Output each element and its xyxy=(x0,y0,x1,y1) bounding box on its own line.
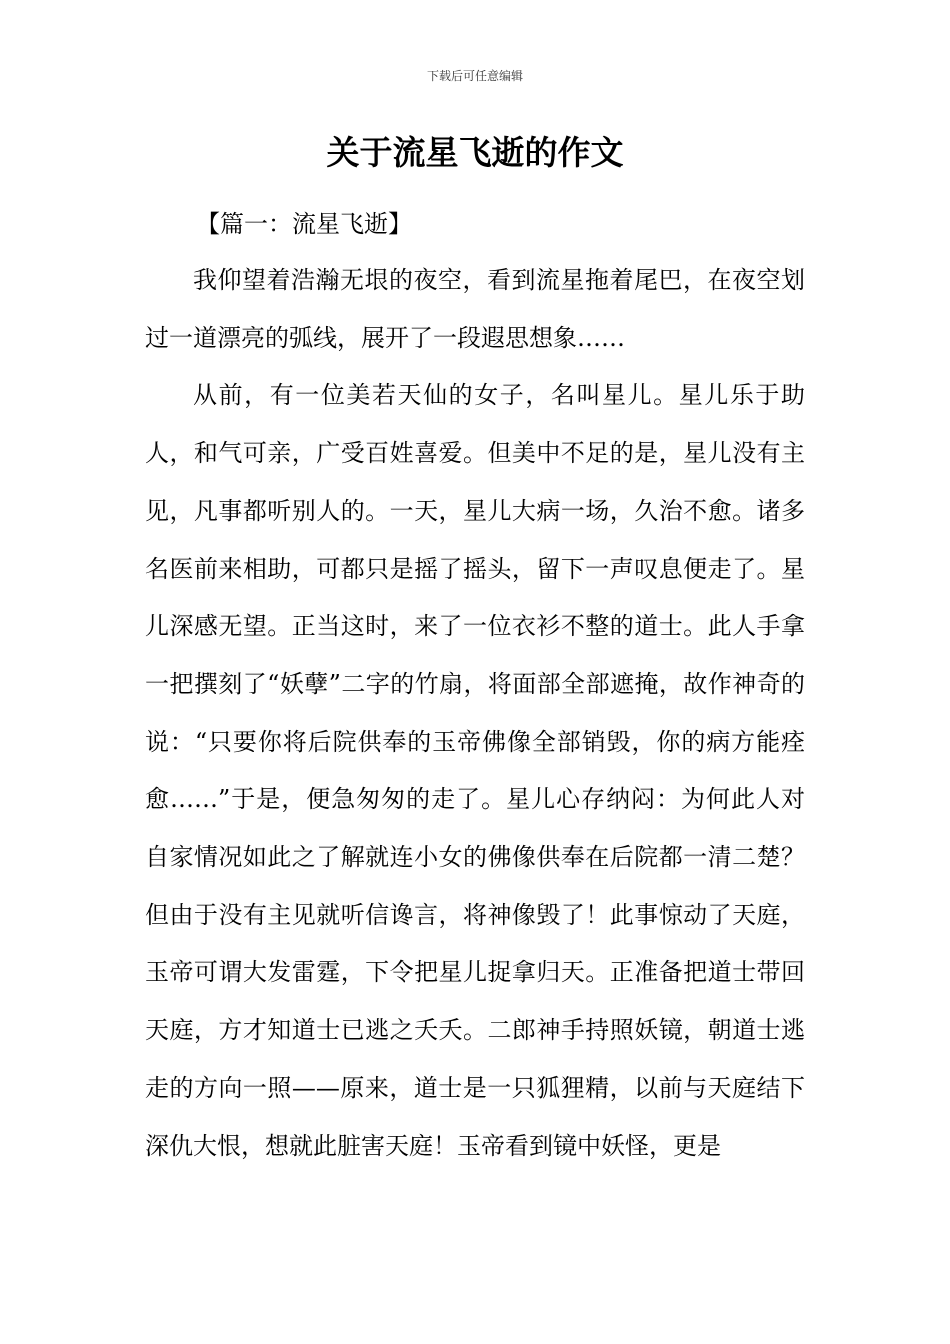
paragraph-2: 从前，有一位美若天仙的女子，名叫星儿。星儿乐于助人，和气可亲，广受百姓喜爱。但美中不足的是，星儿没有主见，凡事都听别人的。一天，星儿大病一场，久治不愈。诸多名医前来相助，可都只是摇了摇头，留下一声叹息便走了。星儿深感无望。正当这时，来了一位衣衫不整的道士。此人手拿一把撰刻了“妖孽”二字的竹扇，将面部全部遮掩，故作神奇的说：“只要你将后院供奉的玉帝佛像全部销毁，你的病方能痊愈……”于是，便急匆匆的走了。星儿心存纳闷：为何此人对自家情况如此之了解就连小女的佛像供奉在后院都一清二楚？但由于没有主见就听信谗言，将神像毁了！此事惊动了天庭，玉帝可谓大发雷霆，下令把星儿捉拿归天。正准备把道士带回天庭，方才知道士已逃之夭夭。二郎神手持照妖镜，朝道士逃走的方向一照——原来，道士是一只狐狸精，以前与天庭结下深仇大恨，想就此脏害天庭！玉帝看到镜中妖怪，更是 xyxy=(145,381,805,1160)
body-text xyxy=(145,252,805,1175)
paragraph-1: 我仰望着浩瀚无垠的夜空，看到流星拖着尾巴，在夜空划过一道漂亮的弧线，展开了一段遐思想象…… xyxy=(145,266,805,352)
header-note: 下载后可任意编辑 xyxy=(426,69,523,83)
document-title: 关于流星飞逝的作文 xyxy=(326,133,624,172)
section-heading: 【篇一：流星飞逝】 xyxy=(196,210,412,238)
